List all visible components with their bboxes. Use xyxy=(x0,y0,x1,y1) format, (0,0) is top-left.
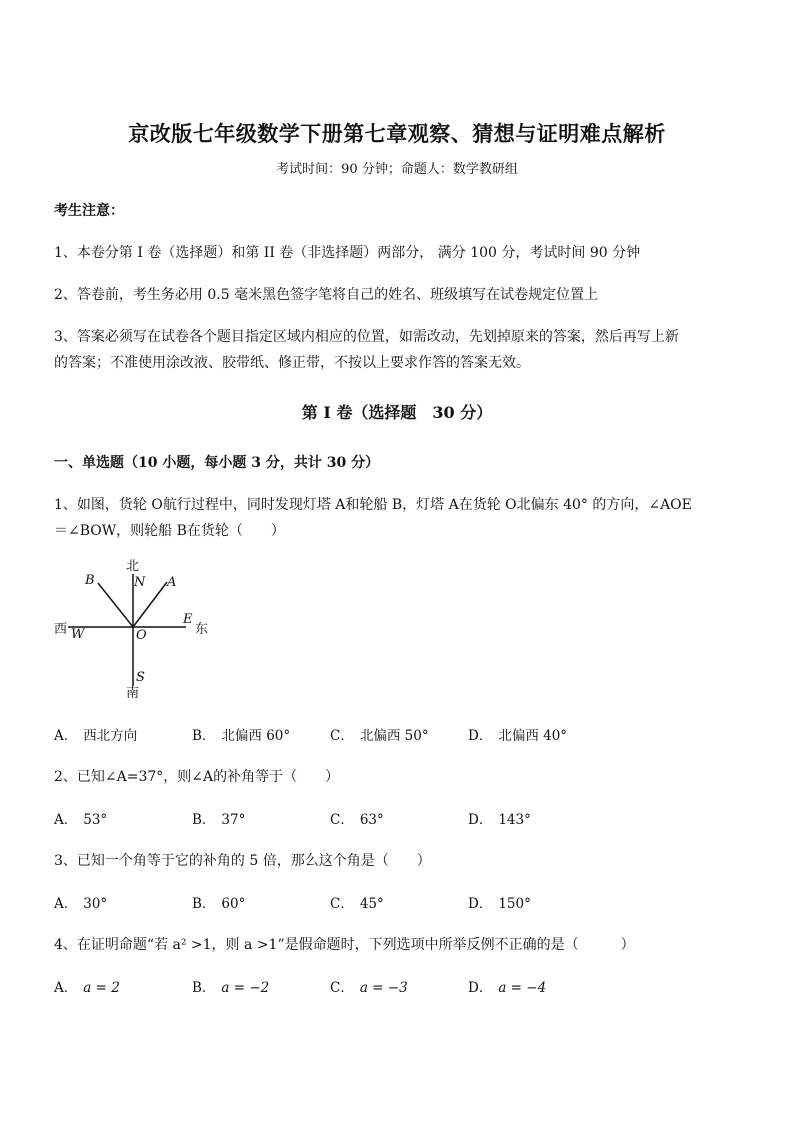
q4-option-a[interactable]: A． a = 2 xyxy=(54,980,120,996)
question-1-text: 1、如图，货轮 O航行过程中，同时发现灯塔 A和轮船 B，灯塔 A在货轮 O北偏东 40° 的方向，∠AOE xyxy=(54,497,692,513)
notice-item-3-cont: 的答案；不准使用涂改液、胶带纸、修正带，不按以上要求作答的答案无效。 xyxy=(54,355,530,371)
point-b-label: B xyxy=(85,573,95,588)
point-w-label: W xyxy=(71,627,85,642)
ray-ob xyxy=(98,583,133,627)
notice-item-1: 1、本卷分第 I 卷（选择题）和第 II 卷（非选择题）两部分， 满分 100 分，考试时间 90 分钟 xyxy=(54,245,641,261)
section-title: 第 I 卷（选择题 30 分） xyxy=(301,403,493,422)
q3-option-b[interactable]: B． 60° xyxy=(192,896,246,912)
point-s-label: S xyxy=(136,670,145,685)
question-1-text-cont: ＝∠BOW，则轮船 B在货轮（ ） xyxy=(54,523,285,539)
q3-option-d[interactable]: D． 150° xyxy=(468,896,531,912)
q2-option-b[interactable]: B． 37° xyxy=(192,812,246,828)
point-a-label: A xyxy=(167,575,177,590)
q4-option-d[interactable]: D． a = −4 xyxy=(468,980,547,996)
point-e-label: E xyxy=(183,612,193,627)
west-label: 西 xyxy=(54,622,68,637)
page-title: 京改版七年级数学下册第七章观察、猜想与证明难点解析 xyxy=(128,121,666,146)
south-label: 南 xyxy=(126,686,140,701)
q3-option-c[interactable]: C． 45° xyxy=(330,896,384,912)
q1-option-b[interactable]: B． 北偏西 60° xyxy=(192,728,291,744)
north-label: 北 xyxy=(126,559,140,574)
notice-heading: 考生注意： xyxy=(54,203,124,219)
question-4-text: 4、在证明命题“若 a² >1，则 a >1”是假命题时，下列选项中所举反例不正确的是（ ） xyxy=(54,937,635,953)
q1-option-d[interactable]: D． 北偏西 40° xyxy=(468,728,568,744)
question-2-text: 2、已知∠A=37°，则∠A的补角等于（ ） xyxy=(54,769,340,785)
exam-info: 考试时间：90 分钟；命题人：数学教研组 xyxy=(276,162,518,177)
notice-item-2: 2、答卷前，考生务必用 0.5 毫米黑色签字笔将自己的姓名、班级填写在试卷规定位置上 xyxy=(54,287,599,303)
point-o-label: O xyxy=(136,628,147,643)
question-3-text: 3、已知一个角等于它的补角的 5 倍，那么这个角是（ ） xyxy=(54,853,431,869)
q2-option-c[interactable]: C． 63° xyxy=(330,812,384,828)
east-label: 东 xyxy=(195,622,209,637)
q2-option-a[interactable]: A． 53° xyxy=(54,812,108,828)
compass-figure xyxy=(50,556,220,702)
point-n-label: N xyxy=(134,575,146,590)
section-subheading: 一、单选题（10 小题，每小题 3 分，共计 30 分） xyxy=(54,455,380,471)
notice-item-3: 3、答案必须写在试卷各个题目指定区域内相应的位置，如需改动，先划掉原来的答案，然后再写上新 xyxy=(54,329,679,345)
q4-option-b[interactable]: B． a = −2 xyxy=(192,980,270,996)
q1-option-a[interactable]: A． 西北方向 xyxy=(54,728,138,744)
q3-option-a[interactable]: A． 30° xyxy=(54,896,108,912)
q2-option-d[interactable]: D． 143° xyxy=(468,812,531,828)
q1-option-c[interactable]: C． 北偏西 50° xyxy=(330,728,429,744)
q4-option-c[interactable]: C． a = −3 xyxy=(330,980,408,996)
